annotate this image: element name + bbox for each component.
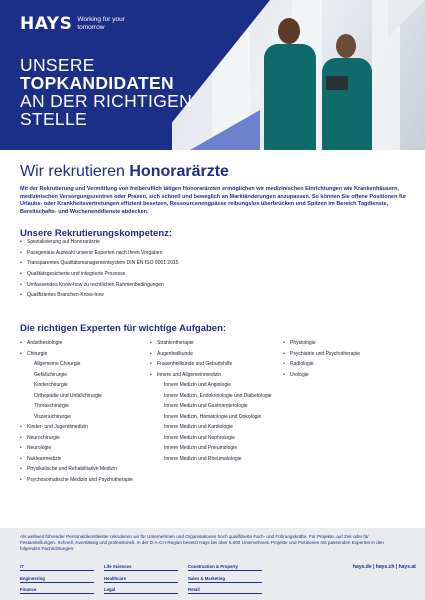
corner-shape bbox=[388, 0, 425, 37]
list-item: Innere Medizin und Gastroenterologie bbox=[164, 403, 248, 409]
list-item: • Augenheilkunde bbox=[150, 352, 290, 358]
sector-item: Healthcare bbox=[104, 576, 178, 583]
list-item: • Nuklearmedizin bbox=[20, 457, 150, 463]
footer-text: Als weltweit führender Personaldienstleister rekrutieren wir für Unternehmen und Organisationen hoch qualifizierte Fach- und Führungskräfte. Für Projekte, auf Zeit oder für Festanstellungen. Schnell, zuverlässig und professionell. In der D-A-CH-Region besetzt Hays bei über 5.600 Unternehmen Projekte und Positionen mit passenden Experten in den folgenden Fachrichtungen: bbox=[20, 534, 384, 552]
list-item: • Qualitätsgesicherte und integrierte Prozesse bbox=[20, 272, 179, 278]
logo-tagline: Working for your tomorrow bbox=[77, 16, 125, 31]
list-item: • Qualifiziertes Branchen-Know-how bbox=[20, 293, 179, 299]
list-item: Innere Medizin, Endokrinologie und Diabetologie bbox=[164, 392, 272, 399]
kompetenz-list bbox=[20, 240, 179, 304]
logo-wordmark: HAYS bbox=[20, 14, 73, 34]
list-item: Innere Medizin und Pneumologie bbox=[164, 445, 238, 451]
list-item: Innere Medizin, Hämatologie und Onkologie bbox=[164, 413, 262, 420]
list-item: Thoraxchirurgie bbox=[34, 403, 69, 409]
list-item: • Passgenaue Auswahl unserer Experten nach Ihren Vorgaben bbox=[20, 251, 179, 257]
list-item: • Psychosomatische Medizin und Psychotherapie bbox=[20, 478, 150, 484]
list-item: Innere Medizin und Kardiologie bbox=[164, 424, 233, 430]
experten-column-2 bbox=[150, 341, 290, 467]
list-item: Allgemeine Chirurgie bbox=[34, 361, 81, 367]
hero-title bbox=[20, 56, 192, 128]
hero-banner bbox=[0, 0, 425, 150]
list-item: • Frauenheilkunde und Geburtshilfe bbox=[150, 362, 290, 368]
page-heading-bold: Honorarärzte bbox=[129, 163, 229, 180]
list-item: • Psychiatrie und Psychotherapie bbox=[283, 352, 408, 358]
list-item: • Kinder- und Jugendmedizin bbox=[20, 425, 150, 431]
hero-title-line: STELLE bbox=[20, 109, 87, 129]
sector-item: Finance bbox=[20, 587, 94, 594]
sector-item: IT bbox=[20, 564, 94, 571]
list-item: Gefäßchirurgie bbox=[34, 371, 68, 378]
page-heading-regular: Wir rekrutieren bbox=[20, 163, 130, 180]
list-item: • Innere und Allgemeinmedizin bbox=[150, 373, 290, 379]
list-item: • Strahlentherapie bbox=[150, 341, 290, 347]
list-item: Innere Medizin und Nephrologie bbox=[164, 434, 235, 441]
list-item: • Physiologie bbox=[283, 341, 408, 347]
list-item: Orthopädie und Unfallchirurgie bbox=[34, 392, 102, 399]
page-heading bbox=[20, 163, 229, 181]
list-item: Innere Medizin und Angiologie bbox=[164, 382, 231, 388]
list-item: Innere Medizin und Rheumatologie bbox=[164, 455, 242, 462]
hays-logo bbox=[20, 16, 147, 33]
list-item: Kinderchirurgie bbox=[34, 382, 68, 388]
experten-heading: Die richtigen Experten für wichtige Aufgaben: bbox=[20, 323, 227, 334]
list-item: • Spezialisierung auf Honorarärzte bbox=[20, 240, 179, 246]
hero-title-line: TOPKANDIDATEN bbox=[20, 73, 174, 93]
sector-item: Life Sciences bbox=[104, 564, 178, 571]
sector-item: Construction & Property bbox=[188, 564, 262, 571]
list-item: • Transparentes Qualitätsmanagementsystem DIN EN ISO 9001:2015 bbox=[20, 261, 179, 267]
sector-item: Legal bbox=[104, 587, 178, 594]
list-item: • Neurochirurgie bbox=[20, 436, 150, 442]
list-item: • Urologie bbox=[283, 373, 408, 379]
footer-website-link[interactable]: hays.de | hays.ch | hays.at bbox=[353, 564, 416, 570]
sector-list bbox=[20, 564, 242, 599]
list-item: • Umfassendes Know-how zu rechtlichen Rahmenbedingungen bbox=[20, 283, 179, 289]
kompetenz-heading: Unsere Rekrutierungskompetenz: bbox=[20, 228, 173, 239]
sector-item: Engineering bbox=[20, 576, 94, 583]
sector-item: Sales & Marketing bbox=[188, 576, 262, 583]
nurse-figure bbox=[320, 28, 374, 150]
list-item: • Physikalische und Rehabilitative Medizin bbox=[20, 467, 150, 473]
hero-title-line: AN DER RICHTIGEN bbox=[20, 91, 193, 111]
experten-column-1 bbox=[20, 341, 150, 488]
intro-paragraph: Mit der Rekrutierung und Vermittlung von freiberuflich tätigen Honorarärzten ermöglichen wir medizinischen Einrichtungen wie Krankenhäusern, medizinischen Versorgungszentren oder Praxen, sich schnell und beweglich an Marktänderungen anzupassen. So können Sie offene Positionen für Urlaubs- oder Krankheitsvertretungen effizient besetzen, Ressourcenengpässe reibungslos überbrücken und Spitzen im Bereich Tagdienste, Bereitschafts- und Wochenenddienste abdecken. bbox=[20, 186, 407, 215]
list-item: Viszeralchirurgie bbox=[34, 413, 71, 420]
hero-shape bbox=[190, 110, 260, 150]
experten-column-3 bbox=[283, 341, 408, 383]
list-item: • Radiologie bbox=[283, 362, 408, 368]
hero-title-line: UNSERE bbox=[20, 55, 95, 75]
list-item: • Anästhesiologie bbox=[20, 341, 150, 347]
list-item: • Chirurgie bbox=[20, 352, 150, 358]
sector-item: Retail bbox=[188, 587, 262, 594]
list-item: • Neurologie bbox=[20, 446, 150, 452]
